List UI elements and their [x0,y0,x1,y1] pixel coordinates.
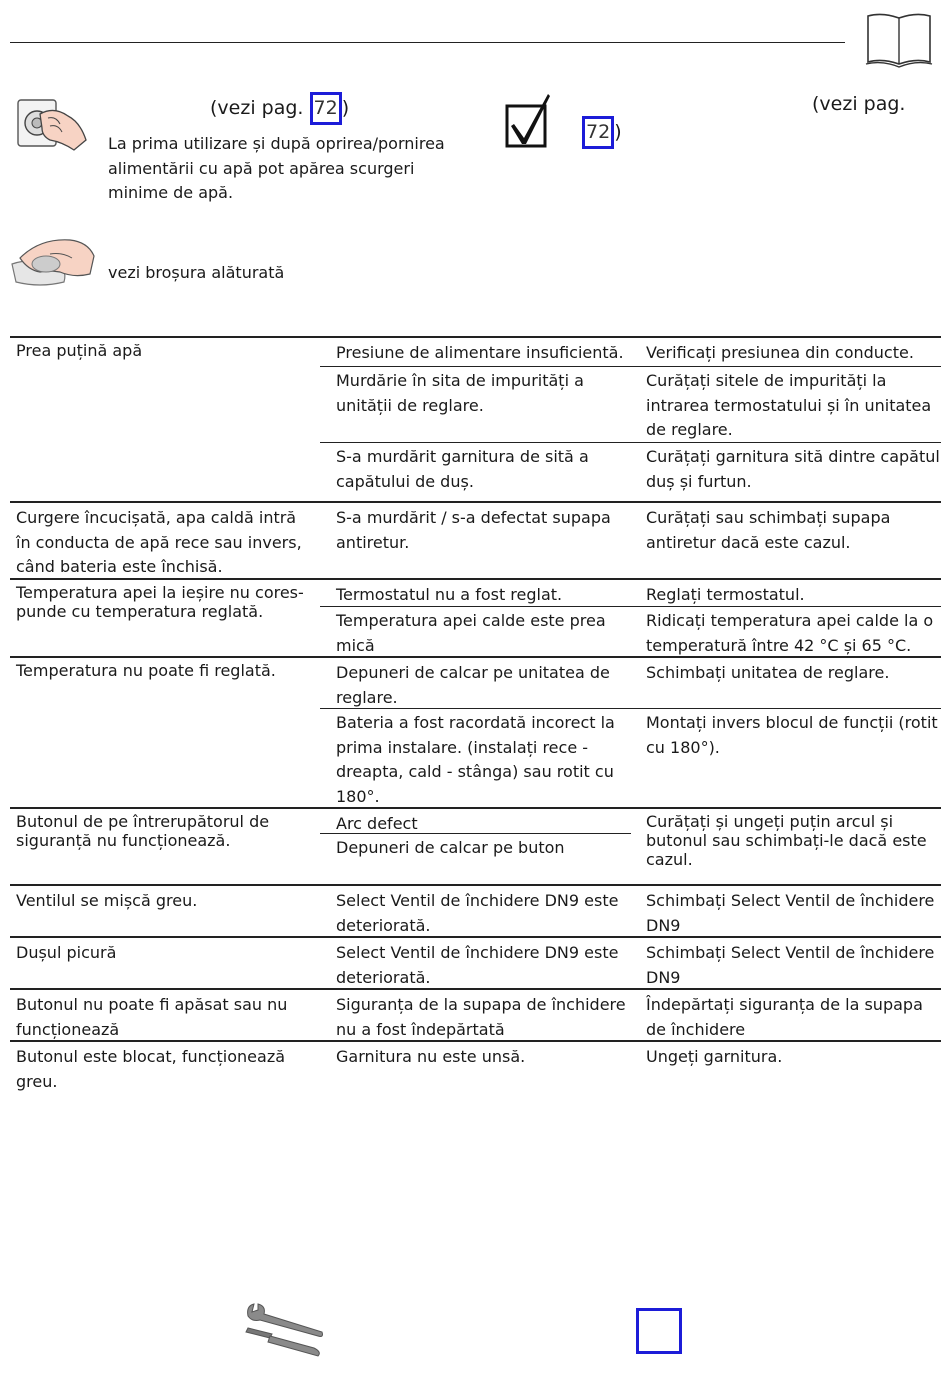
cause-cell: Depuneri de calcar pe unitatea de reglare. [336,663,610,707]
problem-cell: Butonul este blocat, funcționează greu. [16,1047,286,1091]
remedy-cell: Curățați și ungeți puțin arcul și butonul sau schimbați-le dacă este cazul. [646,812,927,869]
table-row [10,606,941,656]
cause-cell: Temperatura apei calde este prea mică [336,611,606,655]
table-row [10,938,941,988]
table-row [10,833,941,883]
problem-cell: Butonul de pe întrerupătorul de siguranță nu funcționează. [16,812,270,850]
table-row [10,809,941,833]
vezi-pag-label: (vezi pag. [210,97,304,119]
cause-cell: Garnitura nu este unsă. [336,1047,526,1066]
table-row-group [10,501,941,578]
remedy-cell: Curățați sau schimbați supapa antiretur dacă este cazul. [646,508,891,552]
checkmark-box-icon [504,90,554,150]
cause-cell: Bateria a fost racordată incorect la prima instalare. (instalați rece - dreapta, cald - stânga) sau rotit cu 180°. [336,713,615,806]
vezi-pag-label-2: (vezi pag. [812,93,906,115]
remedy-cell: Reglați termostatul. [646,585,805,604]
table-row [10,338,941,366]
table-row [10,658,941,708]
problem-cell: Temperatura nu poate fi reglată. [16,661,276,680]
remedy-cell: Schimbați Select Ventil de închidere DN9 [646,943,935,987]
problem-cell: Temperatura apei la ieșire nu cores-punde cu temperatura reglată. [16,583,304,621]
troubleshooting-table [10,336,941,1094]
remedy-cell: Verificați presiunea din conducte. [646,343,914,362]
table-row-group [10,656,941,807]
brochure-note: vezi broșura alăturată [108,263,285,282]
cause-cell: Presiune de alimentare insuficientă. [336,343,624,362]
remedy-cell: Îndepărtați siguranța de la supapa de închidere [646,995,923,1039]
page-ref-link[interactable]: 72 [582,116,614,149]
page-ref-close: ) [614,121,622,143]
table-row [10,503,941,578]
first-use-note: La prima utilizare și după oprirea/pornirea alimentării cu apă pot apărea scurgeri minime de apă. [108,134,445,202]
remedy-cell: Schimbați Select Ventil de închidere DN9 [646,891,935,935]
wrench-screwdriver-icon [240,1298,330,1358]
table-row [10,886,941,936]
remedy-cell: Ungeți garnitura. [646,1047,783,1066]
cause-cell: S-a murdărit garnitura de sită a capătului de duș. [336,447,589,491]
page-ref-line-1 [210,92,349,125]
cause-cell: Murdărie în sita de impurități a unității de reglare. [336,371,584,415]
remedy-cell: Ridicați temperatura apei calde la o temperatură între 42 °C și 65 °C. [646,611,934,655]
hand-on-cloth-icon [10,234,96,290]
remedy-cell: Montați invers blocul de funcții (rotit cu 180°). [646,713,938,757]
empty-page-box[interactable] [636,1308,682,1354]
table-row-group [10,988,941,1040]
table-row-group [10,936,941,988]
problem-cell: Prea puțină apă [16,341,143,360]
cause-cell: S-a murdărit / s-a defectat supapa antiretur. [336,508,611,552]
open-book-icon [864,10,934,68]
cause-cell: Depuneri de calcar pe buton [336,838,565,857]
table-row [10,366,941,442]
table-row [10,1042,941,1094]
page-ref-line-2 [582,116,622,149]
problem-cell: Butonul nu poate fi apăsat sau nu funcționează [16,995,288,1039]
cause-cell: Siguranța de la supapa de închidere nu a fost îndepărtată [336,995,626,1039]
problem-cell: Dușul picură [16,943,117,962]
table-row-group [10,807,941,884]
table-row-group [10,336,941,501]
top-rule [10,42,845,43]
table-row [10,580,941,606]
table-row-group [10,578,941,656]
page-ref-link[interactable]: 72 [310,92,342,125]
table-row-group [10,884,941,936]
cause-cell: Select Ventil de închidere DN9 este deteriorată. [336,943,619,987]
table-row [10,708,941,807]
table-row [10,442,941,494]
page-ref-close: ) [341,97,350,119]
remedy-cell: Curățați sitele de impurități la intrarea termostatului și în unitatea de reglare. [646,371,932,439]
cause-cell: Arc defect [336,814,418,833]
remedy-cell: Curățați garnitura sită dintre capătul duș și furtun. [646,447,940,491]
remedy-cell: Schimbați unitatea de reglare. [646,663,890,682]
cause-cell: Select Ventil de închidere DN9 este deteriorată. [336,891,619,935]
hand-turning-knob-icon [14,92,90,152]
problem-cell: Curgere încucișată, apa caldă intră în conducta de apă rece sau invers, când bateria este închisă. [16,508,302,576]
problem-cell: Ventilul se mișcă greu. [16,891,198,910]
table-row-group [10,1040,941,1094]
table-row [10,990,941,1040]
cause-cell: Termostatul nu a fost reglat. [336,585,563,604]
